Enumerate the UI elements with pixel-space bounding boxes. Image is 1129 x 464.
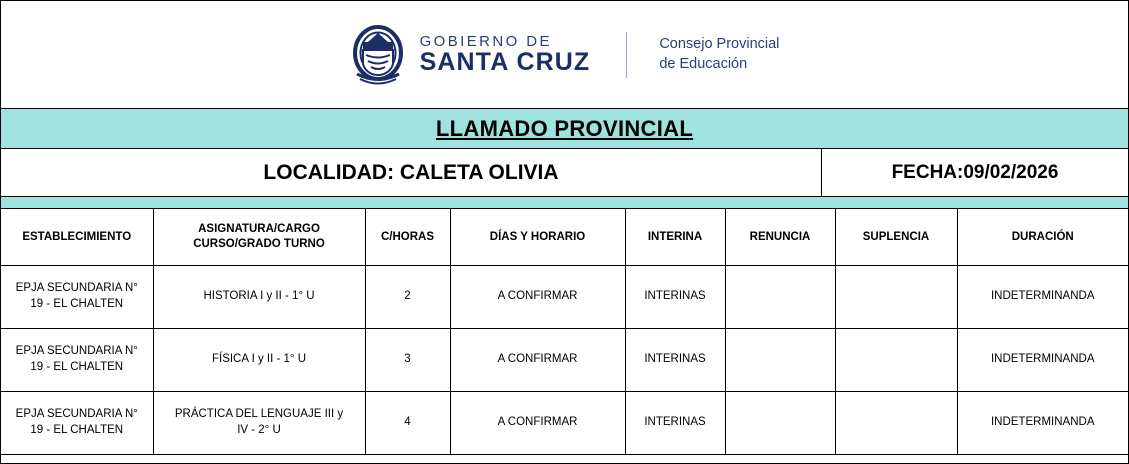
gov-line-1: GOBIERNO DE [419, 32, 552, 50]
cell-suplencia [835, 391, 957, 454]
date-text: FECHA:09/02/2026 [891, 161, 1059, 183]
table-row [1, 391, 1128, 454]
title-band [1, 109, 1128, 149]
cell-asignatura [153, 265, 365, 328]
establecimiento-line2: 19 - EL CHALTEN [30, 360, 124, 373]
asignatura-line2: IV - 2° U [237, 423, 281, 436]
cell-horas: 2 [365, 265, 450, 328]
locality-text: LOCALIDAD: CALETA OLIVIA [263, 160, 559, 184]
asignatura-line1: FÍSICA I y II - 1° U [211, 352, 307, 365]
locality-date-row [1, 149, 1128, 197]
listings-table [1, 209, 1128, 455]
locality-cell [1, 149, 822, 196]
col-header-asignatura [153, 209, 365, 265]
cell-interina: INTERINAS [625, 265, 725, 328]
document-header [1, 1, 1128, 109]
cell-suplencia [835, 328, 957, 391]
gov-wordmark [420, 34, 591, 76]
cell-interina: INTERINAS [625, 391, 725, 454]
cell-horas: 4 [365, 391, 450, 454]
col-header-renuncia: RENUNCIA [725, 209, 835, 265]
table-row [1, 328, 1128, 391]
asignatura-line1: PRÁCTICA DEL LENGUAJE III y [174, 407, 344, 420]
cell-asignatura [153, 328, 365, 391]
cell-renuncia [725, 328, 835, 391]
cell-duracion: INDETERMINANDA [957, 265, 1128, 328]
cell-dias-horario: A CONFIRMAR [450, 328, 625, 391]
asignatura-line1: HISTORIA I y II - 1° U [203, 289, 315, 302]
cell-renuncia [725, 265, 835, 328]
date-cell [822, 149, 1128, 196]
col-header-interina: INTERINA [625, 209, 725, 265]
col-header-suplencia: SUPLENCIA [835, 209, 957, 265]
table-header-row [1, 209, 1128, 265]
consejo-wordmark [659, 35, 779, 74]
col-header-duracion: DURACIÓN [957, 209, 1128, 265]
cell-establecimiento [1, 391, 153, 454]
cell-duracion: INDETERMINANDA [957, 391, 1128, 454]
establecimiento-line2: 19 - EL CHALTEN [30, 423, 124, 436]
santa-cruz-crest-icon [350, 24, 406, 86]
cell-asignatura [153, 391, 365, 454]
logo-divider [626, 32, 627, 78]
cell-renuncia [725, 391, 835, 454]
establecimiento-line1: EPJA SECUNDARIA N° [15, 344, 138, 357]
cell-interina: INTERINAS [625, 328, 725, 391]
cell-suplencia [835, 265, 957, 328]
cell-horas: 3 [365, 328, 450, 391]
cell-establecimiento [1, 328, 153, 391]
col-header-asignatura-line2: CURSO/GRADO TURNO [193, 237, 325, 250]
cell-duracion: INDETERMINANDA [957, 328, 1128, 391]
table-row [1, 265, 1128, 328]
consejo-line-1: Consejo Provincial [659, 35, 780, 52]
col-header-asignatura-line1: ASIGNATURA/CARGO [198, 223, 320, 236]
col-header-dias-horario: DÍAS Y HORARIO [450, 209, 625, 265]
cell-dias-horario: A CONFIRMAR [450, 391, 625, 454]
establecimiento-line2: 19 - EL CHALTEN [30, 297, 124, 310]
accent-spacer-band [1, 197, 1128, 209]
consejo-line-2: de Educación [659, 55, 748, 72]
cell-dias-horario: A CONFIRMAR [450, 265, 625, 328]
gov-line-2: SANTA CRUZ [419, 48, 591, 77]
establecimiento-line1: EPJA SECUNDARIA N° [15, 281, 138, 294]
col-header-establecimiento: ESTABLECIMIENTO [1, 209, 153, 265]
logo-lockup [350, 24, 780, 86]
establecimiento-line1: EPJA SECUNDARIA N° [15, 407, 138, 420]
col-header-horas: C/HORAS [365, 209, 450, 265]
page-title: LLAMADO PROVINCIAL [435, 115, 694, 141]
cell-establecimiento [1, 265, 153, 328]
